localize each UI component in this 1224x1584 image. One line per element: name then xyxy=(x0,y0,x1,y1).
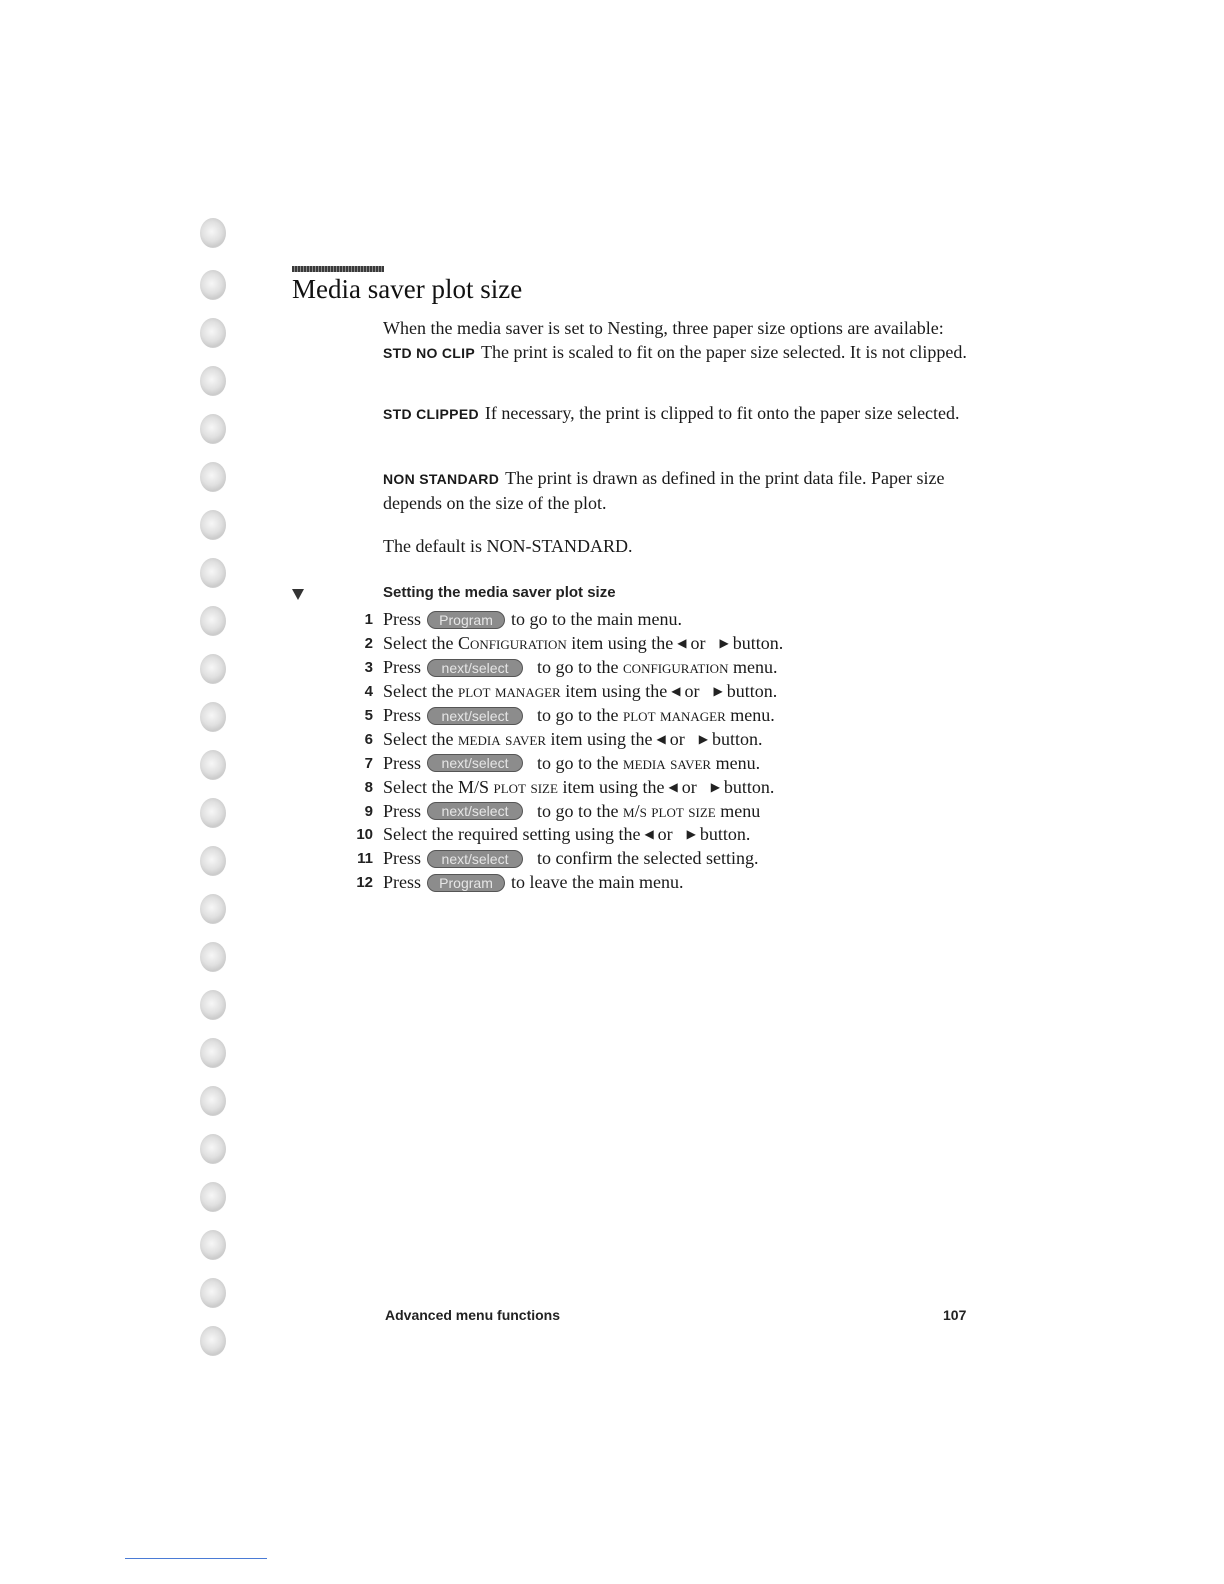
right-triangle-icon: ▶ xyxy=(710,779,720,794)
option-term: STD CLIPPED xyxy=(383,406,479,422)
next-select-key: next/select xyxy=(427,659,523,677)
binding-hole xyxy=(200,558,226,588)
next-select-key: next/select xyxy=(427,850,523,868)
binding-hole xyxy=(200,510,226,540)
step-verb: Press xyxy=(383,657,422,678)
procedure-step xyxy=(340,704,940,728)
step-verb: Press xyxy=(383,848,422,869)
step-verb: Press xyxy=(383,872,422,893)
program-key: Program xyxy=(427,611,505,629)
binding-hole xyxy=(200,942,226,972)
menu-item-name: configuration xyxy=(623,657,729,678)
procedure-step xyxy=(340,799,940,823)
procedure-step xyxy=(340,656,940,680)
binding-holes xyxy=(200,218,240,1358)
option-text: If necessary, the print is clipped to fit onto the paper size selected. xyxy=(484,403,960,423)
step-number: 7 xyxy=(364,754,373,772)
next-select-key: next/select xyxy=(427,707,523,725)
step-verb: Press xyxy=(383,752,422,773)
step-verb: Press xyxy=(383,800,422,821)
right-triangle-icon: ▶ xyxy=(698,731,709,746)
procedure-heading: Setting the media saver plot size xyxy=(383,584,616,601)
intro-text: When the media saver is set to Nesting, three paper size options are available: xyxy=(383,318,944,338)
step-or: or xyxy=(684,681,700,702)
binding-hole xyxy=(200,462,226,492)
step-text: item using the xyxy=(565,681,668,702)
menu-item-name: Configuration xyxy=(457,633,567,654)
step-text: menu xyxy=(720,800,761,821)
procedure-step xyxy=(340,727,940,751)
option-text: The print is drawn as defined in the print data file. Paper size depends on the size of the plot. xyxy=(383,468,945,513)
left-triangle-icon: ◀ xyxy=(671,684,681,699)
step-or: or xyxy=(669,728,685,749)
section-title: Media saver plot size xyxy=(292,274,523,304)
down-triangle-icon xyxy=(292,589,304,600)
binding-hole xyxy=(200,1326,226,1356)
footer-chapter-title: Advanced menu functions xyxy=(385,1307,561,1323)
next-select-key: next/select xyxy=(427,802,523,820)
menu-item-name: M/S plot size xyxy=(457,776,558,797)
step-or: or xyxy=(690,633,706,654)
page-number: 107 xyxy=(943,1307,967,1323)
left-triangle-icon: ◀ xyxy=(644,827,654,842)
binding-hole xyxy=(200,414,226,444)
menu-item-name: media saver xyxy=(623,752,712,773)
menu-item-name: m/s plot size xyxy=(623,800,716,821)
step-text: to leave the main menu. xyxy=(511,872,684,893)
step-number: 4 xyxy=(364,683,373,701)
procedure-step xyxy=(340,823,940,847)
binding-hole xyxy=(200,1134,226,1164)
procedure-step xyxy=(340,847,940,871)
binding-hole xyxy=(200,1182,226,1212)
step-number: 12 xyxy=(356,874,373,892)
binding-hole xyxy=(200,318,226,348)
step-text: item using the xyxy=(571,633,674,654)
right-triangle-icon: ▶ xyxy=(719,636,729,651)
step-text: to confirm the selected setting. xyxy=(537,848,759,869)
left-triangle-icon: ◀ xyxy=(677,636,687,651)
binding-hole xyxy=(200,1086,226,1116)
step-number: 6 xyxy=(364,730,373,748)
binding-hole xyxy=(200,606,226,636)
option-term: STD NO CLIP xyxy=(383,345,475,361)
menu-item-name: plot manager xyxy=(623,705,726,725)
step-number: 8 xyxy=(364,778,373,796)
binding-hole xyxy=(200,654,226,684)
step-text: to go to the main menu. xyxy=(511,609,682,630)
option-text: The print is scaled to fit on the paper size selected. It is not clipped. xyxy=(480,342,967,362)
step-text: button. xyxy=(723,776,775,797)
step-text: button. xyxy=(732,633,784,654)
step-text: to go to the xyxy=(537,705,619,725)
step-or: or xyxy=(657,824,673,845)
step-text: menu. xyxy=(715,752,761,773)
step-number: 9 xyxy=(364,802,373,820)
step-verb: Select the xyxy=(383,728,454,749)
procedure-step xyxy=(340,680,940,704)
binding-hole xyxy=(200,846,226,876)
step-text: to go to the xyxy=(537,800,619,821)
right-triangle-icon: ▶ xyxy=(686,827,696,842)
binding-hole xyxy=(200,702,226,732)
step-verb: Select the xyxy=(383,776,454,797)
procedure-step xyxy=(340,751,940,775)
program-key: Program xyxy=(427,874,505,892)
step-verb: Select the xyxy=(383,633,454,654)
procedure-steps xyxy=(340,608,940,895)
step-text: item using the xyxy=(550,728,653,749)
step-number: 5 xyxy=(364,707,373,724)
option-paragraph xyxy=(383,466,983,515)
step-verb: Select the xyxy=(383,681,454,702)
binding-hole xyxy=(200,1278,226,1308)
step-number: 3 xyxy=(364,659,373,677)
right-triangle-icon: ▶ xyxy=(713,684,723,699)
binding-hole xyxy=(200,366,226,396)
step-text: to go to the xyxy=(537,657,619,678)
step-or: or xyxy=(681,776,697,797)
binding-hole xyxy=(200,1230,226,1260)
procedure-step xyxy=(340,871,940,895)
section-rule xyxy=(292,266,384,272)
procedure-step xyxy=(340,775,940,799)
binding-hole xyxy=(200,798,226,828)
procedure-step xyxy=(340,608,940,632)
step-number: 11 xyxy=(357,850,373,868)
intro-paragraph xyxy=(383,316,983,365)
option-paragraph xyxy=(383,401,983,426)
binding-hole xyxy=(200,270,226,300)
step-text: button. xyxy=(712,728,763,749)
menu-item-name: plot manager xyxy=(457,681,561,702)
binding-hole xyxy=(200,750,226,780)
step-number: 2 xyxy=(364,635,373,653)
step-number: 1 xyxy=(364,611,373,629)
step-text: button. xyxy=(726,681,778,702)
left-triangle-icon: ◀ xyxy=(656,731,666,746)
step-verb: Press xyxy=(383,609,422,630)
menu-item-name: media saver xyxy=(457,728,547,749)
step-text: to go to the xyxy=(537,752,619,773)
step-text: button. xyxy=(699,824,751,845)
binding-hole xyxy=(200,894,226,924)
binding-hole xyxy=(200,218,226,248)
step-number: 10 xyxy=(356,826,373,844)
procedure-step xyxy=(340,632,940,656)
step-verb: Press xyxy=(383,705,422,725)
bottom-rule xyxy=(125,1558,267,1559)
next-select-key: next/select xyxy=(427,754,523,772)
default-note: The default is NON-STANDARD. xyxy=(383,536,633,556)
step-text: menu. xyxy=(732,657,778,678)
binding-hole xyxy=(200,1038,226,1068)
step-text: Select the required setting using the xyxy=(383,824,641,845)
option-term: NON STANDARD xyxy=(383,471,500,487)
step-text: menu. xyxy=(730,705,775,725)
step-text: item using the xyxy=(562,776,665,797)
binding-hole xyxy=(200,990,226,1020)
left-triangle-icon: ◀ xyxy=(668,779,678,794)
